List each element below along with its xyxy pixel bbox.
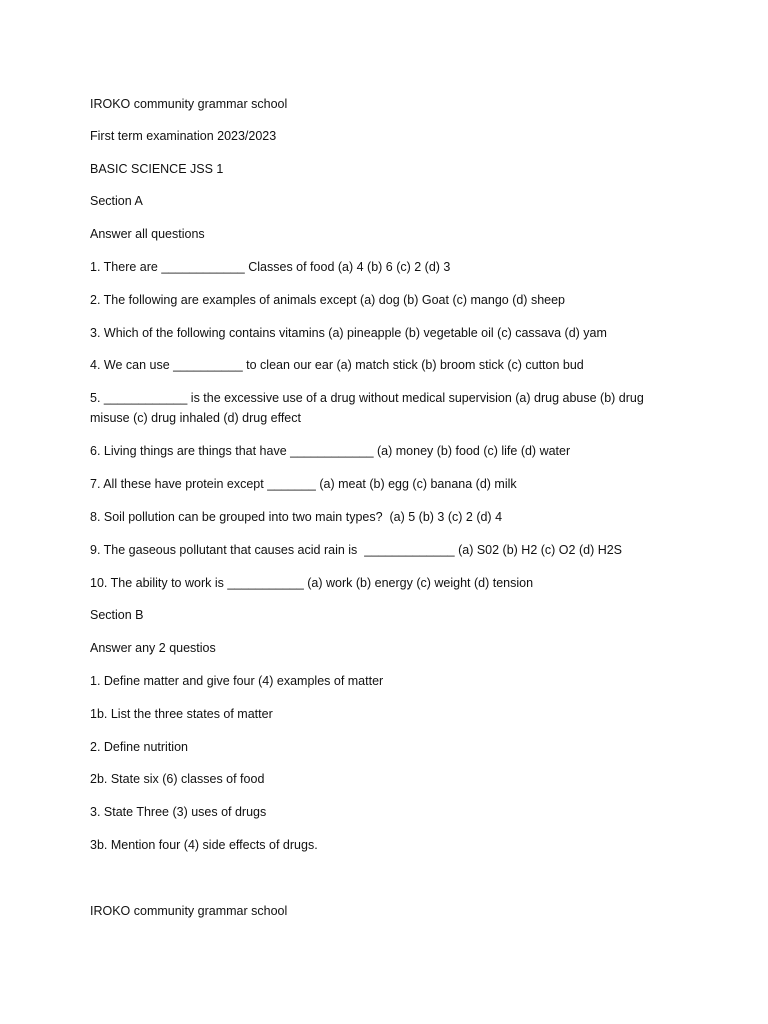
section-a-question: 8. Soil pollution can be grouped into two main types? (a) 5 (b) 3 (c) 2 (d) 4 (90, 510, 503, 524)
section-b-question: 2b. State six (6) classes of food (90, 772, 265, 786)
school-name-repeat: IROKO community grammar school (90, 904, 288, 918)
section-b-title: Section B (90, 608, 144, 622)
school-name: IROKO community grammar school (90, 97, 288, 111)
section-b-question: 2. Define nutrition (90, 740, 188, 754)
section-a-question: 1. There are ____________ Classes of food (a) 4 (b) 6 (c) 2 (d) 3 (90, 260, 451, 274)
section-b-question: 1. Define matter and give four (4) examples of matter (90, 674, 384, 688)
section-a-question: 2. The following are examples of animals except (a) dog (b) Goat (c) mango (d) sheep (90, 293, 565, 307)
section-b-instruction: Answer any 2 questios (90, 641, 216, 655)
section-a-question: 3. Which of the following contains vitamins (a) pineapple (b) vegetable oil (c) cassava (d) yam (90, 326, 607, 340)
section-b-question: 1b. List the three states of matter (90, 707, 273, 721)
exam-title: First term examination 2023/2023 (90, 129, 277, 143)
section-a-question: 10. The ability to work is ___________ (a) work (b) energy (c) weight (d) tension (90, 576, 534, 590)
subject-title: BASIC SCIENCE JSS 1 (90, 162, 224, 176)
section-a-question: 9. The gaseous pollutant that causes acid rain is _____________ (a) S02 (b) H2 (c) O2 (d) H2S (90, 543, 623, 557)
section-a-title: Section A (90, 194, 143, 208)
section-a-question: 7. All these have protein except _______ (a) meat (b) egg (c) banana (d) milk (90, 477, 517, 491)
section-a-question: 6. Living things are things that have ____________ (a) money (b) food (c) life (d) water (90, 444, 571, 458)
section-a-question: 5. ____________ is the excessive use of a drug without medical supervision (a) drug abuse (b) drug misuse (c) drug inhaled (d) drug effect (90, 391, 648, 425)
section-b-question: 3. State Three (3) uses of drugs (90, 805, 267, 819)
section-a-question: 4. We can use __________ to clean our ear (a) match stick (b) broom stick (c) cutton bud (90, 358, 584, 372)
section-a-instruction: Answer all questions (90, 227, 205, 241)
section-b-question: 3b. Mention four (4) side effects of drugs. (90, 838, 318, 852)
